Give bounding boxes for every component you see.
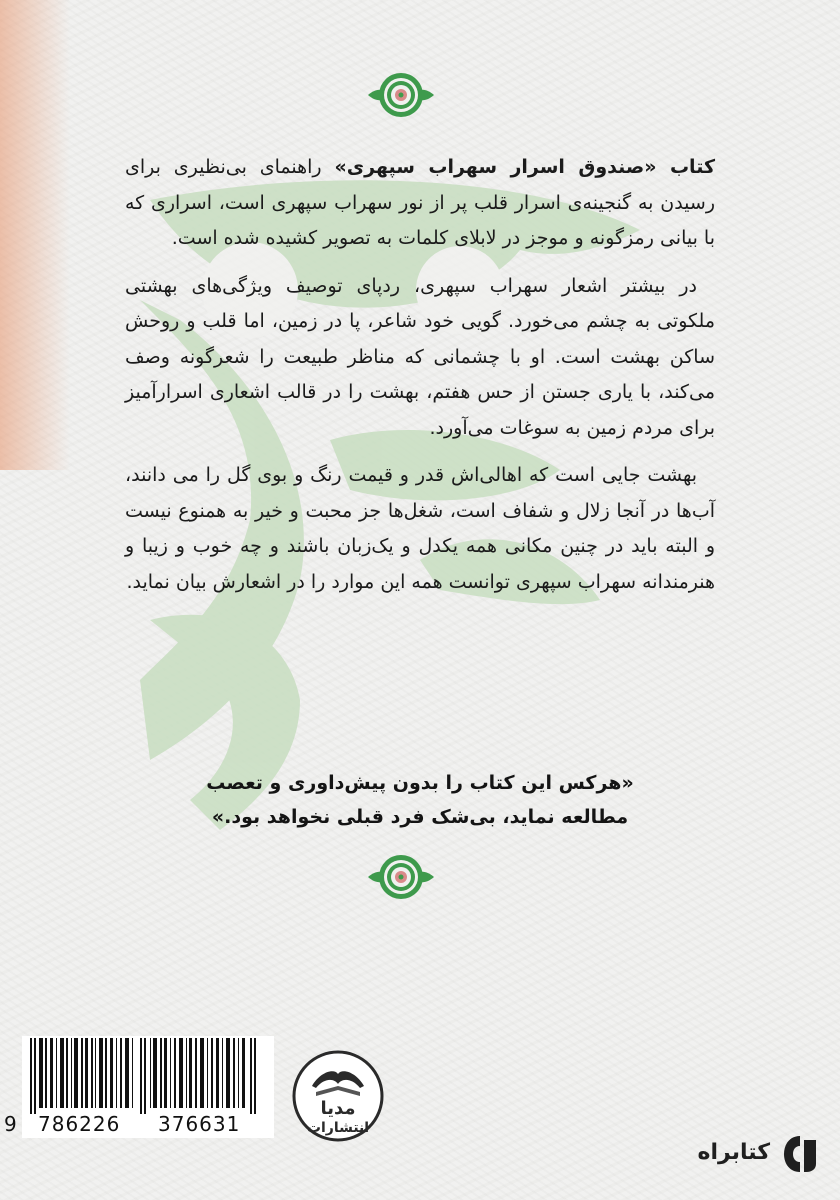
isbn-group-1: 786226 xyxy=(38,1112,121,1136)
publisher-logo-text: مدیا xyxy=(320,1098,356,1119)
publisher-name: انتشارات xyxy=(306,1120,370,1136)
watermark-text: کتابراه xyxy=(697,1140,770,1165)
back-cover-description xyxy=(125,150,715,612)
book-title-mention: کتاب «صندوق اسرار سهراب سپهری» xyxy=(334,156,716,178)
quote-line-2: مطالعه نماید، بی‌شک فرد قبلی نخواهد بود.» xyxy=(211,806,629,828)
top-floral-ornament-icon xyxy=(366,66,436,124)
paragraph-1: راهنمای بی‌نظیری برای رسیدن به گنجینه‌ی اسرار قلب پر از نور سهراب سپهری است، اسراری که با بیانی رمزگونه و موجز در لابلای کلمات به تصویر کشیده شده است. xyxy=(125,156,715,249)
ketabrah-watermark xyxy=(672,1130,832,1182)
quote-line-1: «هرکس این کتاب را بدون پیش‌داوری و تعصب xyxy=(206,772,634,794)
isbn-barcode xyxy=(22,1038,274,1114)
bottom-floral-ornament-icon xyxy=(366,848,436,906)
ketabrah-logo-icon xyxy=(782,1134,818,1174)
paragraph-2: در بیشتر اشعار سهراب سپهری، ردپای توصیف ویژگی‌های بهشتی ملکوتی به چشم می‌خورد. گویی خود شاعر، پا در زمین، اما قلب و روحش ساکن بهشت است. او با چشمانی که مناظر طبیعت را شعرگونه وصف می‌کند، با یاری جستن از حس هفتم، بهشت را در قالب اشعاری اسرارآمیز برای مردم زمین به سوغات می‌آورد. xyxy=(125,274,715,439)
isbn-first-digit: 9 xyxy=(4,1112,17,1136)
isbn-group-2: 376631 xyxy=(158,1112,241,1136)
paragraph-3: بهشت جایی است که اهالی‌اش قدر و قیمت رنگ و بوی گل را می دانند، آب‌ها در آنجا زلال و شفاف است، شغل‌ها جز محبت و خیر به همنوع نیست و البته باید در چنین مکانی همه یکدل و یک‌زبان باشند و چه خوب و زیبا و هنرمندانه سهراب سپهری توانست همه این موارد را در اشعارش بیان نماید. xyxy=(125,464,715,593)
highlight-quote xyxy=(200,766,640,834)
